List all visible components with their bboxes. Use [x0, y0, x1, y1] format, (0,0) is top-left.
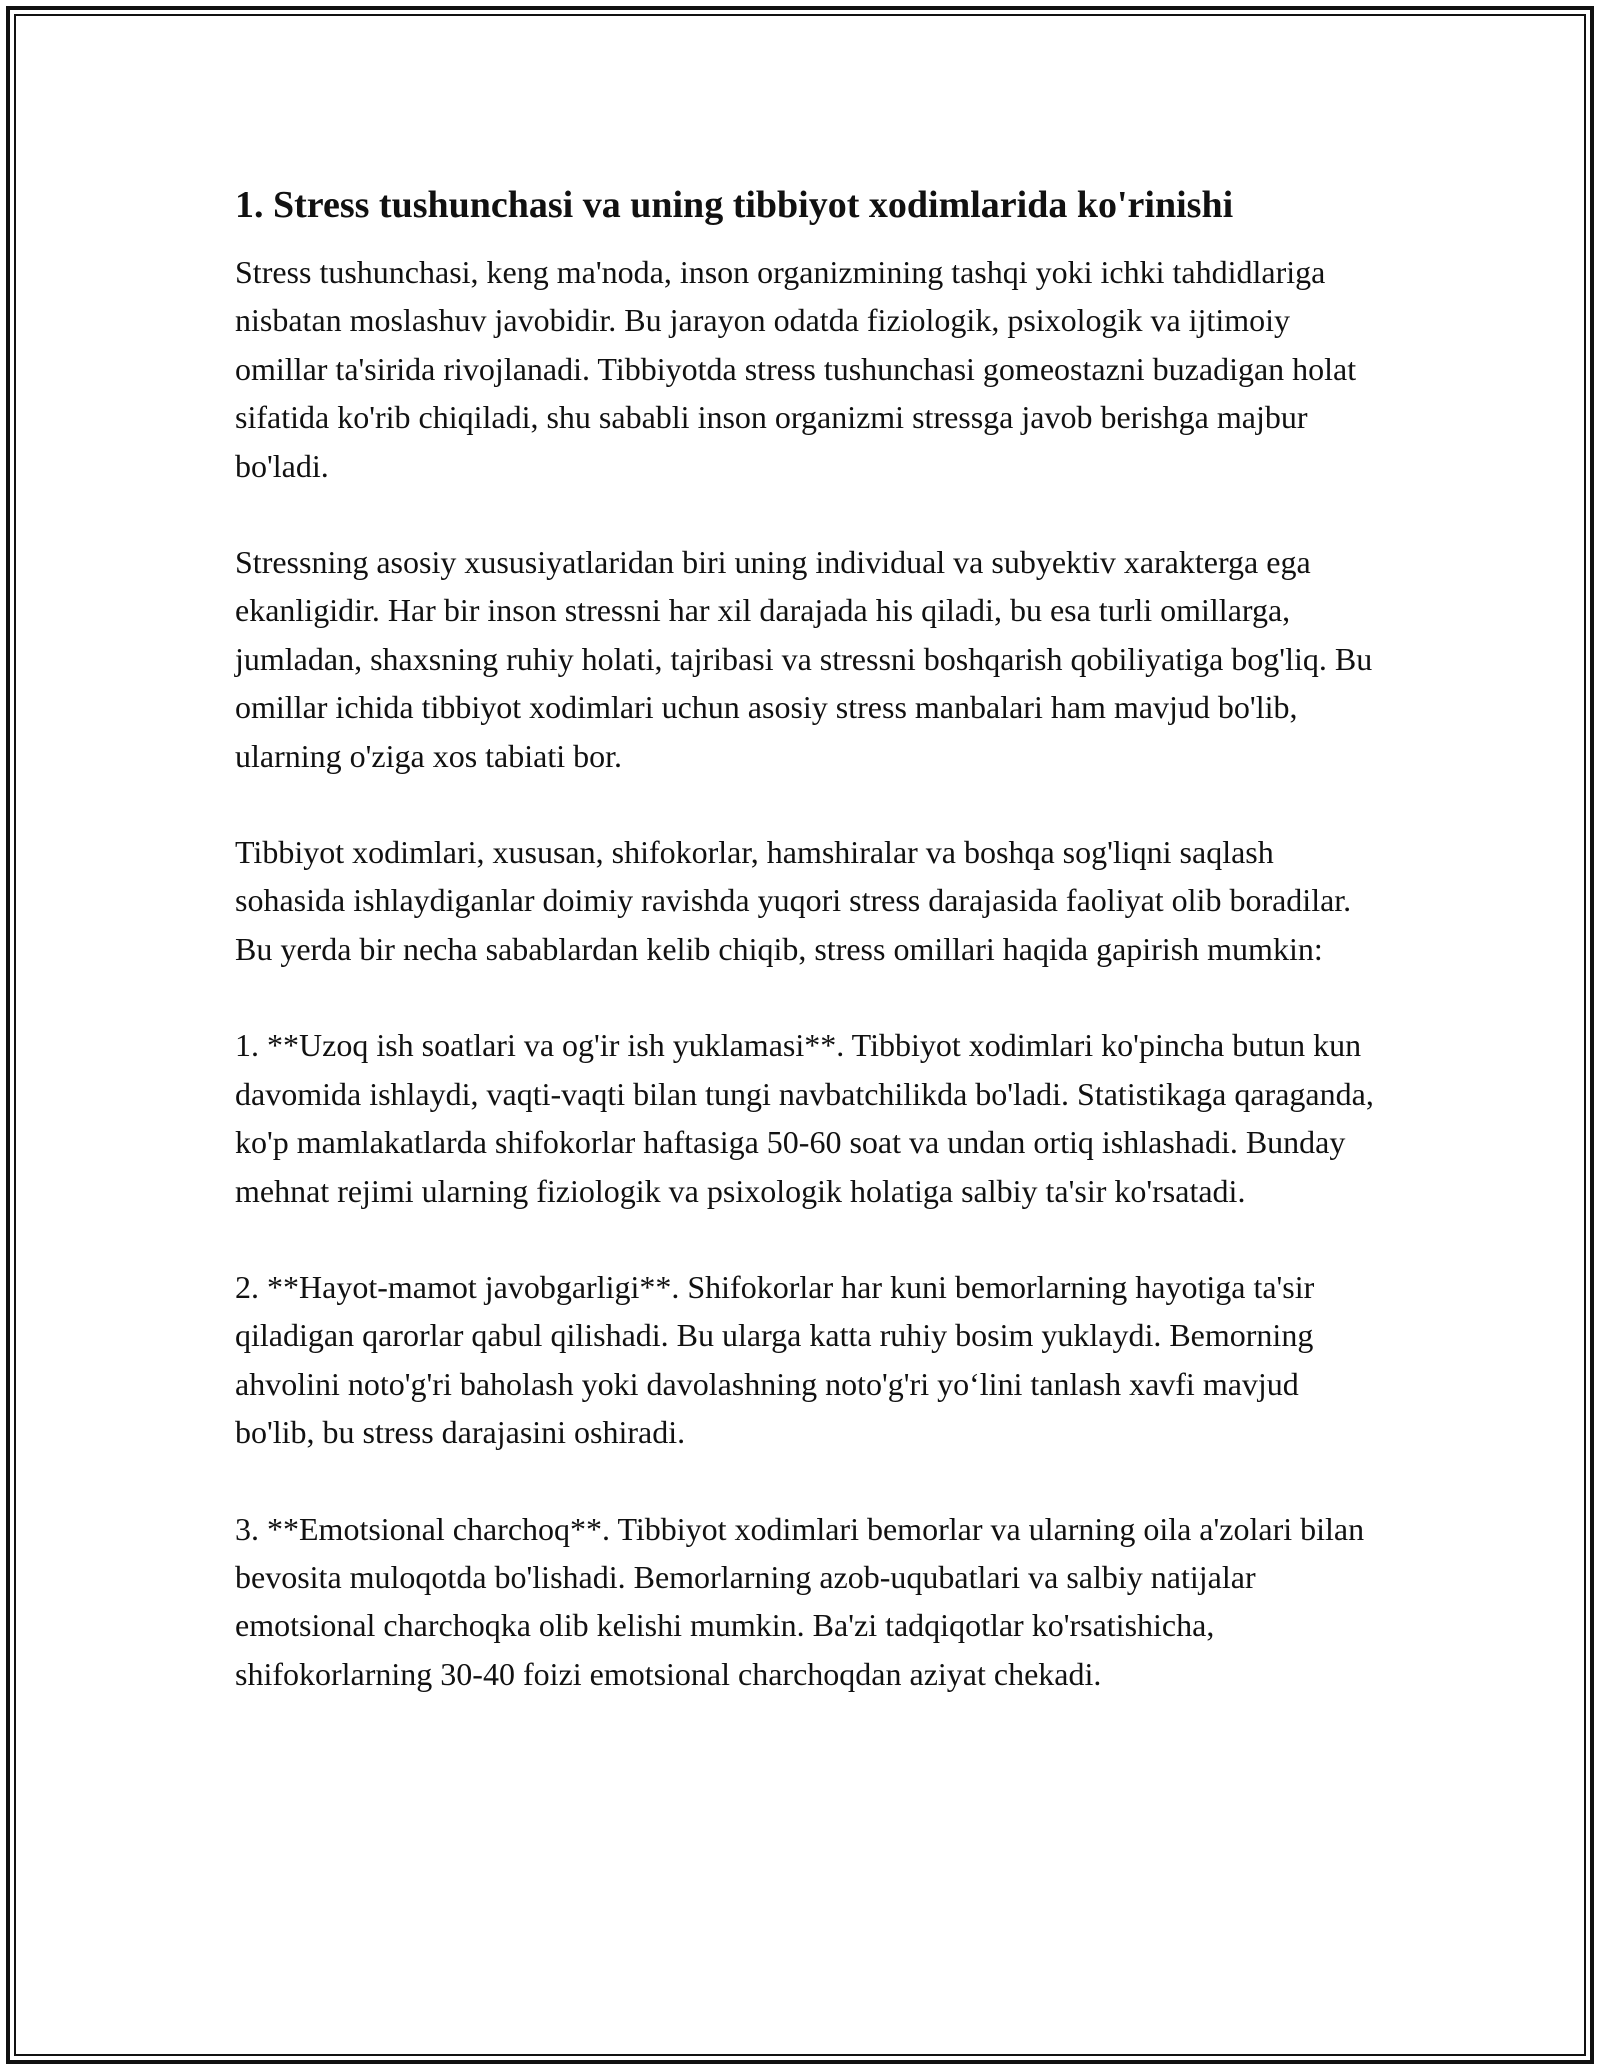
paragraph-stress-definition: Stress tushunchasi, keng ma'noda, inson organizmining tashqi yoki ichki tahdidlariga nisbatan moslashuv javobidir. Bu jarayon odatda fiziologik, psixologik va ijtimoiy omillar ta'sirida rivojlanadi. Tibbiyotda stress tushunchasi gomeostazni buzadigan holat sifatida ko'rib chiqiladi, shu sababli inson organizmi stressga javob berishga majbur bo'ladi. — [235, 254, 1357, 484]
paragraph-individual-characteristics: Stressning asosiy xususiyatlaridan biri uning individual va subyektiv xarakterga ega ekanligidir. Har bir inson stressni har xil darajada his qiladi, bu esa turli omillarga, jumladan, shaxsning ruhiy holati, tajribasi va stressni boshqarish qobiliyatiga bog'liq. Bu omillar ichida tibbiyot xodimlari uchun asosiy stress manbalari ham mavjud bo'lib, ularning o'ziga xos tabiati bor. — [235, 544, 1373, 774]
document-body — [235, 248, 1375, 1698]
paragraph-medical-staff-stress: Tibbiyot xodimlari, xususan, shifokorlar, hamshiralar va boshqa sog'liqni saqlash sohasida ishlaydiganlar doimiy ravishda yuqori stress darajasida faoliyat olib boradilar. Bu yerda bir necha sabablardan kelib chiqib, stress omillari haqida gapirish mumkin: — [235, 834, 1352, 967]
document-page — [235, 178, 1375, 1698]
list-item-long-hours: 1. **Uzoq ish soatlari va og'ir ish yuklamasi**. Tibbiyot xodimlari ko'pincha butun kun davomida ishlaydi, vaqti-vaqti bilan tungi navbatchilikda bo'ladi. Statistikaga qaraganda, ko'p mamlakatlarda shifokorlar haftasiga 50-60 soat va undan ortiq ishlashadi. Bunday mehnat rejimi ularning fiziologik va psixologik holatiga salbiy ta'sir ko'rsatadi. — [235, 1027, 1374, 1209]
list-item-emotional-exhaustion: 3. **Emotsional charchoq**. Tibbiyot xodimlari bemorlar va ularning oila a'zolari bilan bevosita muloqotda bo'lishadi. Bemorlarning azob-uqubatlari va salbiy natijalar emotsional charchoqka olib kelishi mumkin. Ba'zi tadqiqotlar ko'rsatishicha, shifokorlarning 30-40 foizi emotsional charchoqdan aziyat chekadi. — [235, 1510, 1365, 1692]
list-item-life-death-responsibility: 2. **Hayot-mamot javobgarligi**. Shifokorlar har kuni bemorlarning hayotiga ta'sir qiladigan qarorlar qabul qilishadi. Bu ularga katta ruhiy bosim yuklaydi. Bemorning ahvolini noto'g'ri baholash yoki davolashning noto'g'ri yo‘lini tanlash xavfi mavjud bo'lib, bu stress darajasini oshiradi. — [235, 1268, 1315, 1451]
section-heading: 1. Stress tushunchasi va uning tibbiyot xodimlarida ko'rinishi — [235, 184, 1234, 226]
